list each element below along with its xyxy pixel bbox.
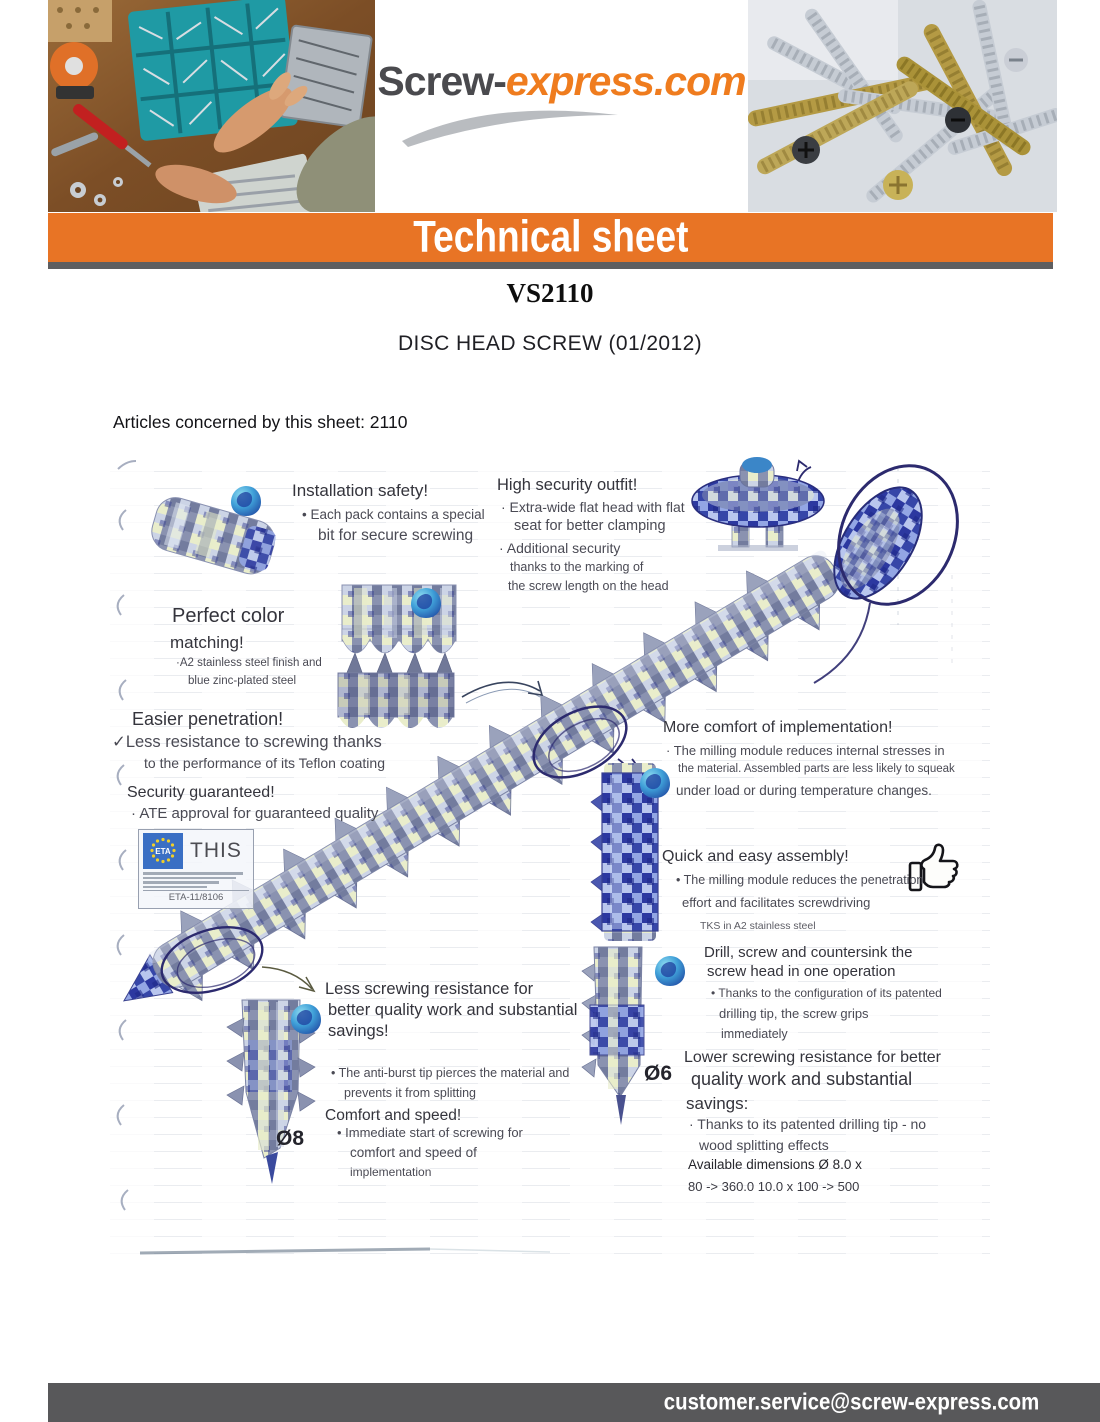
logo-text-gray: Screw-	[377, 58, 506, 104]
callout-line: implementation	[350, 1165, 432, 1179]
water-drop-icon	[231, 486, 261, 516]
callout-line: · ATE approval for guaranteed quality	[131, 805, 379, 822]
callout-line: • Immediate start of screwing for	[337, 1125, 523, 1140]
diagram-canvas	[110, 455, 990, 1260]
divider-rule	[48, 262, 1053, 269]
callout-line: the screw length on the head	[508, 579, 669, 593]
callout-heading: Drill, screw and countersink the	[704, 944, 913, 961]
diameter-label-d8: Ø8	[276, 1127, 305, 1150]
callout-line: bit for secure screwing	[318, 527, 474, 544]
callout-line: seat for better clamping	[514, 518, 666, 534]
dimensions-line: 80 -> 360.0 10.0 x 100 -> 500	[688, 1179, 860, 1194]
scan-artifacts	[118, 461, 136, 1210]
footer-bar	[48, 1383, 1100, 1422]
dimensions-line: Available dimensions Ø 8.0 x	[688, 1157, 862, 1172]
callout-line: ·A2 stainless steel finish and	[176, 657, 322, 669]
callout-line: drilling tip, the screw grips	[719, 1006, 869, 1021]
tip-arrow	[262, 967, 312, 989]
page-title: VS2110	[506, 278, 594, 308]
callout-line: to the performance of its Teflon coating	[144, 755, 385, 771]
eta-label: ETA	[155, 847, 171, 856]
callout-heading: More comfort of implementation!	[663, 719, 893, 736]
callout-heading: savings:	[686, 1094, 749, 1113]
callout-heading: savings!	[328, 1022, 389, 1040]
callout-heading: screw head in one operation	[707, 963, 896, 980]
diameter-label-d6: Ø6	[644, 1062, 673, 1085]
logo-swoosh	[392, 107, 642, 149]
thread-closeup-sharp	[338, 653, 454, 728]
callout-heading: matching!	[170, 633, 244, 652]
contact-email: customer.service@screw-express.com	[663, 1389, 1040, 1415]
callout-line: · Extra-wide flat head with flat	[501, 499, 685, 515]
callout-line: immediately	[721, 1027, 788, 1041]
callout-heading: High security outfit!	[497, 476, 638, 494]
callout-line: • Thanks to the configuration of its patented	[711, 986, 942, 1000]
callout-heading: Perfect color	[172, 605, 285, 627]
callout-line: the material. Assembled parts are less likely to squeak	[678, 763, 955, 775]
callout-line: • The milling module reduces the penetration	[676, 873, 924, 887]
callout-line: under load or during temperature changes.	[676, 783, 932, 798]
banner-title: Technical sheet	[412, 212, 689, 262]
callout-heading: Easier penetration!	[132, 709, 284, 729]
callout-line: · Thanks to its patented drilling tip - no	[689, 1116, 927, 1132]
logo-text-orange: express.com	[505, 58, 746, 104]
callout-heading: Installation safety!	[292, 481, 429, 500]
eta-fine-print	[143, 872, 249, 888]
callout-heading: quality work and substantial	[691, 1069, 913, 1089]
eta-this-text: THIS	[190, 839, 242, 862]
callout-line: ✓Less resistance to screwing thanks	[112, 733, 382, 751]
callout-heading: Lower screwing resistance for better	[684, 1049, 941, 1066]
callout-line: • The anti-burst tip pierces the material and	[331, 1066, 570, 1080]
articles-line: Articles concerned by this sheet: 2110	[113, 412, 408, 432]
callout-heading: Less screwing resistance for	[325, 980, 534, 998]
callout-heading: Quick and easy assembly!	[662, 848, 849, 865]
callout-line: • Each pack contains a special	[302, 507, 485, 522]
callout-line: effort and facilitates screwdriving	[682, 895, 871, 910]
callout-heading: Security guaranteed!	[127, 784, 275, 801]
product-title: DISC HEAD SCREW (01/2012)	[397, 332, 703, 355]
closeup-arrow	[462, 682, 540, 697]
thread-closeup-coated	[342, 585, 456, 653]
callout-line: comfort and speed of	[350, 1145, 477, 1160]
callout-line: blue zinc-plated steel	[188, 675, 297, 687]
eta-code: ETA-11/8106	[143, 890, 249, 903]
callout-line: · Additional security	[499, 540, 621, 556]
tks-note: TKS in A2 stainless steel	[700, 920, 816, 932]
callout-line: prevents it from splitting	[344, 1086, 476, 1100]
screws-photo	[748, 0, 1057, 212]
eta-certification-badge	[138, 829, 254, 909]
technical-sheet-banner	[48, 213, 1053, 262]
workbench-photo	[48, 0, 375, 212]
screw-d6	[582, 947, 644, 1125]
callout-heading: Comfort and speed!	[325, 1107, 462, 1124]
callout-line: thanks to the marking of	[510, 560, 644, 574]
logo	[375, 58, 748, 188]
callout-heading: better quality work and substantial	[328, 1001, 578, 1019]
callout-line: wood splitting effects	[699, 1137, 829, 1153]
callout-line: · The milling module reduces internal stresses in	[666, 743, 945, 758]
eta-stars-icon	[143, 833, 183, 869]
water-drop-icon	[655, 956, 685, 986]
